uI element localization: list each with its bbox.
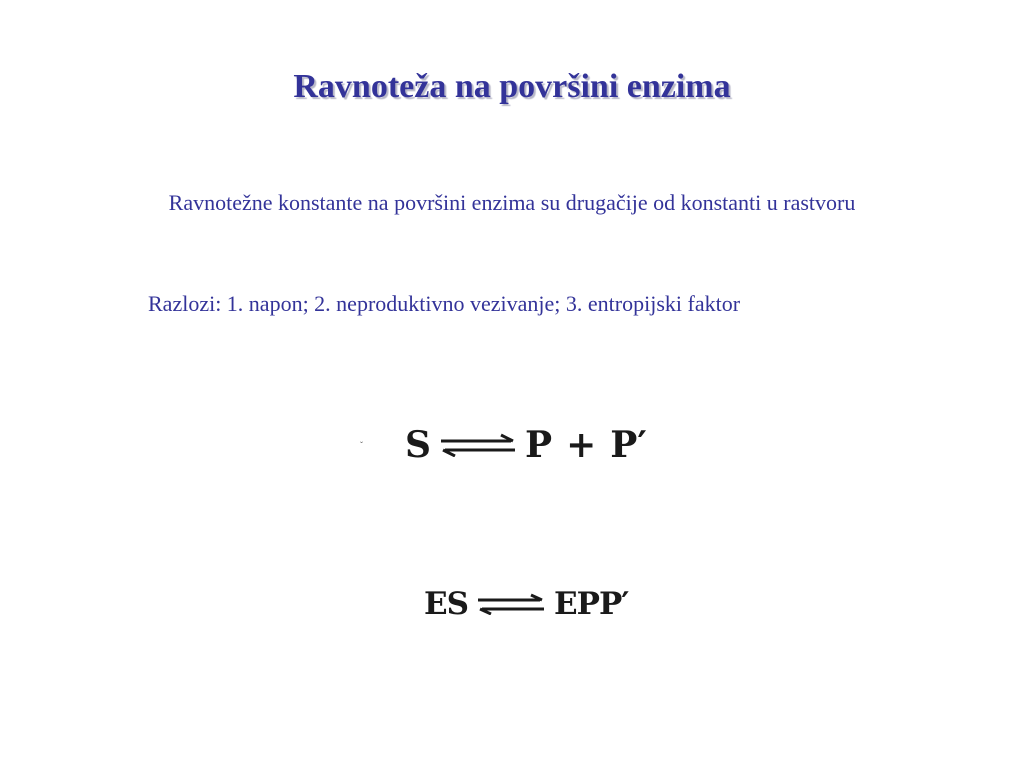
enzyme-product-label: EPP′	[554, 586, 629, 622]
enzyme-substrate-label: ES	[424, 586, 469, 622]
reasons-list: Razlozi: 1. napon; 2. neproduktivno vezivanje; 3. entropijski faktor	[148, 291, 741, 316]
stray-mark: ˇ	[360, 440, 363, 450]
product-p-label: P	[525, 424, 553, 466]
slide-title: Ravnoteža na površini enzima	[293, 68, 731, 105]
substrate-label: S	[405, 424, 431, 466]
equation-substrate-products	[405, 420, 647, 470]
product-p-prime-label: P′	[610, 424, 647, 466]
equilibrium-arrow-icon	[476, 593, 546, 615]
equilibrium-constants-statement: Ravnotežne konstante na površini enzima su drugačije od konstanti u rastvoru	[168, 190, 856, 215]
equilibrium-arrow-icon	[439, 433, 517, 457]
plus-sign: +	[566, 424, 597, 466]
equation-enzyme-complex	[424, 584, 628, 624]
